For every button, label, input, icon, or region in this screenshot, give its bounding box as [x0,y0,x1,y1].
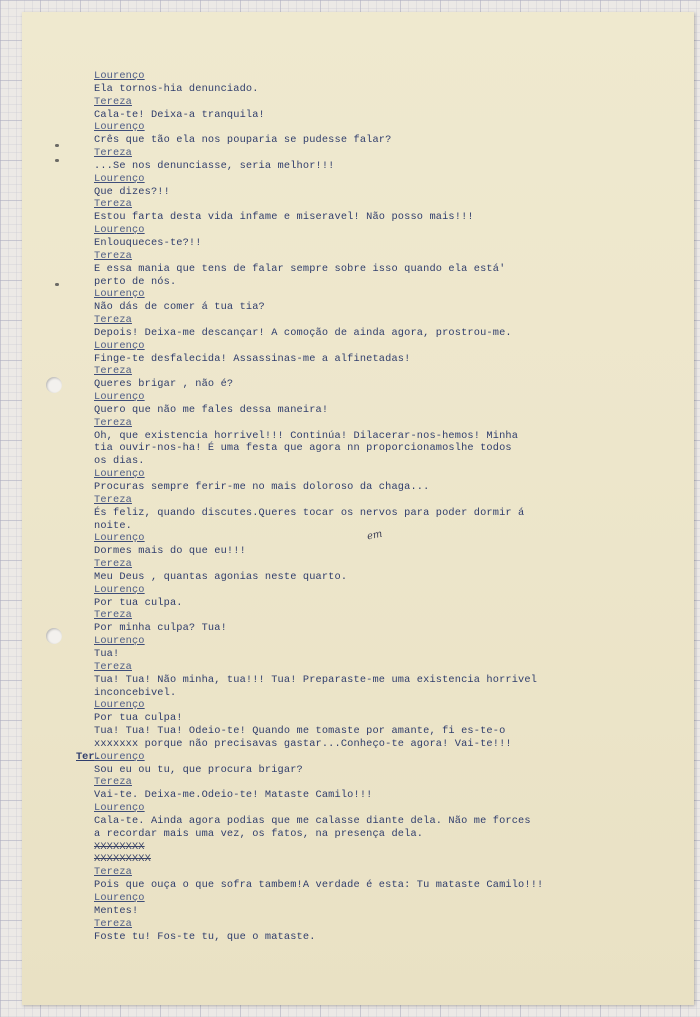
speaker-name: Tereza [94,660,132,673]
dialogue-line: Sou eu ou tu, que procura brigar? [94,763,303,776]
dialogue-line: tia ouvir-nos-ha! É uma festa que agora nn proporcionamoslhe todos [94,442,512,455]
dialogue-line: Que dizes?!! [94,185,170,198]
speaker-name: Tereza [94,95,132,108]
dialogue-line: Por minha culpa? Tua! [94,622,227,635]
dialogue-entry [94,198,654,224]
speaker-name: Lourenço [94,892,145,904]
dialogue-line: ...Se nos denunciasse, seria melhor!!! [94,159,335,172]
speaker-name: Lourenço [94,70,145,82]
dialogue-entry [94,250,654,289]
dialogue-line: inconcebivel. [94,686,177,699]
dialogue-line: Procuras sempre ferir-me no mais doloroso da chaga... [94,481,430,493]
dialogue-entry [94,918,654,944]
speaker-name: Lourenço [94,172,145,185]
speaker-name: Lourenço [94,391,145,404]
speaker-name: Lourenço [94,121,145,134]
punch-hole-bottom [46,628,62,644]
dialogue-entry [94,532,654,558]
speaker-name: Tereza [94,249,132,262]
dialogue-line: Quero que não me fales dessa maneira! [94,403,329,416]
speaker-name: Tereza [94,493,132,506]
dialogue-script [94,70,654,943]
dialogue-line: Dormes mais do que eu!!! [94,545,246,558]
speaker-name: Lourenço [94,802,145,815]
dialogue-line: Crês que tão ela nos pouparia se pudesse falar? [94,134,392,147]
dialogue-line: Ela tornos-hia denunciado. [94,82,259,95]
dialogue-entry [94,340,654,366]
dialogue-line: Estou farta desta vida infame e miseravel! Não posso mais!!! [94,211,474,224]
dialogue-entry [94,314,654,340]
struck-out-text: XXXXXXXXX [94,853,151,866]
dialogue-line: Não dás de comer á tua tia? [94,301,265,314]
dialogue-entry [94,494,654,533]
speaker-name: Tereza [94,866,132,879]
speaker-name: Lourenço [94,468,145,481]
margin-dot [55,283,59,286]
dialogue-line: xxxxxxx porque não precisavas gastar...Conheço-te agora! Vai-te!!! [94,737,512,750]
dialogue-entry [94,173,654,199]
dialogue-entry [94,635,654,661]
dialogue-line: Mentes! [94,904,139,917]
dialogue-entry [94,699,654,750]
dialogue-entry [94,558,654,584]
dialogue-line: Tua! Tua! Tua! Odeio-te! Quando me tomaste por amante, fi es-te-o [94,725,506,738]
dialogue-entry [94,661,654,700]
dialogue-line: a recordar mais uma vez, os fatos, na presença dela. [94,827,424,840]
dialogue-line: Vai-te. Deixa-me.Odeio-te! Mataste Camilo!!! [94,789,373,802]
dialogue-line: Queres brigar , não é? [94,378,234,391]
margin-speaker-label: Ter. [76,751,101,763]
dialogue-entry [94,391,654,417]
speaker-name: Lourenço [94,583,145,596]
dialogue-entry [94,365,654,391]
dialogue-line: Tua! [94,647,120,660]
dialogue-line: Cala-te. Ainda agora podias que me calasse diante dela. Não me forces [94,814,531,827]
dialogue-entry [94,121,654,147]
struck-out-text: XXXXXXXX [94,840,145,853]
dialogue-entry [94,609,654,635]
dialogue-entry [94,417,654,468]
dialogue-entry [94,468,654,494]
dialogue-line: os dias. [94,455,145,468]
dialogue-entry [94,751,654,777]
speaker-name: Tereza [94,314,132,327]
dialogue-line: Enlouqueces-te?!! [94,236,202,249]
speaker-name: Tereza [94,609,132,622]
dialogue-line: Pois que ouça o que sofra tambem!A verdade é esta: Tu mataste Camilo!!! [94,879,544,892]
speaker-name: Tereza [94,776,132,789]
dialogue-line: Por tua culpa! [94,712,183,725]
dialogue-line: Depois! Deixa-me descançar! A comoção de ainda agora, prostrou-me. [94,326,512,339]
dialogue-line: Finge-te desfalecida! Assassinas-me a alfinetadas! [94,352,411,365]
speaker-name: Lourenço [94,532,145,545]
punch-hole-top [46,377,62,393]
speaker-name: Lourenço [94,750,145,763]
speaker-name: Tereza [94,558,132,571]
margin-dot [55,144,59,147]
dialogue-line: noite. [94,519,132,532]
dialogue-line: És feliz, quando discutes.Queres tocar os nervos para poder dormir á [94,506,525,519]
speaker-name: Tereza [94,365,132,378]
dialogue-entry [94,96,654,122]
speaker-name: Tereza [94,198,132,211]
speaker-name: Lourenço [94,224,145,237]
dialogue-entry [94,70,654,96]
margin-dot [55,159,59,162]
speaker-name: Tereza [94,917,132,930]
speaker-name: Tereza [94,147,132,160]
dialogue-line: E essa mania que tens de falar sempre sobre isso quando ela está' [94,262,506,275]
speaker-name: Lourenço [94,699,145,712]
dialogue-entry [94,776,654,802]
dialogue-entry [94,866,654,892]
dialogue-line: Tua! Tua! Não minha, tua!!! Tua! Preparaste-me uma existencia horrivel [94,673,538,686]
dialogue-line: Cala-te! Deixa-a tranquila! [94,108,265,121]
dialogue-entry [94,288,654,314]
dialogue-entry [94,892,654,918]
dialogue-line: Meu Deus , quantas agonias neste quarto. [94,570,348,583]
speaker-name: Lourenço [94,339,145,352]
dialogue-entry [94,224,654,250]
dialogue-line: Por tua culpa. [94,596,183,609]
dialogue-entry [94,802,654,841]
dialogue-line: Oh, que existencia horrivel!!! Continúa! Dilacerar-nos-hemos! Minha [94,429,519,442]
dialogue-line: Foste tu! Fos-te tu, que o mataste. [94,930,316,943]
handwritten-annotation: em [366,528,384,543]
speaker-name: Lourenço [94,635,145,648]
dialogue-line: perto de nós. [94,275,177,288]
speaker-name: Tereza [94,416,132,429]
dialogue-entry [94,147,654,173]
speaker-name: Lourenço [94,288,145,301]
dialogue-entry [94,584,654,610]
